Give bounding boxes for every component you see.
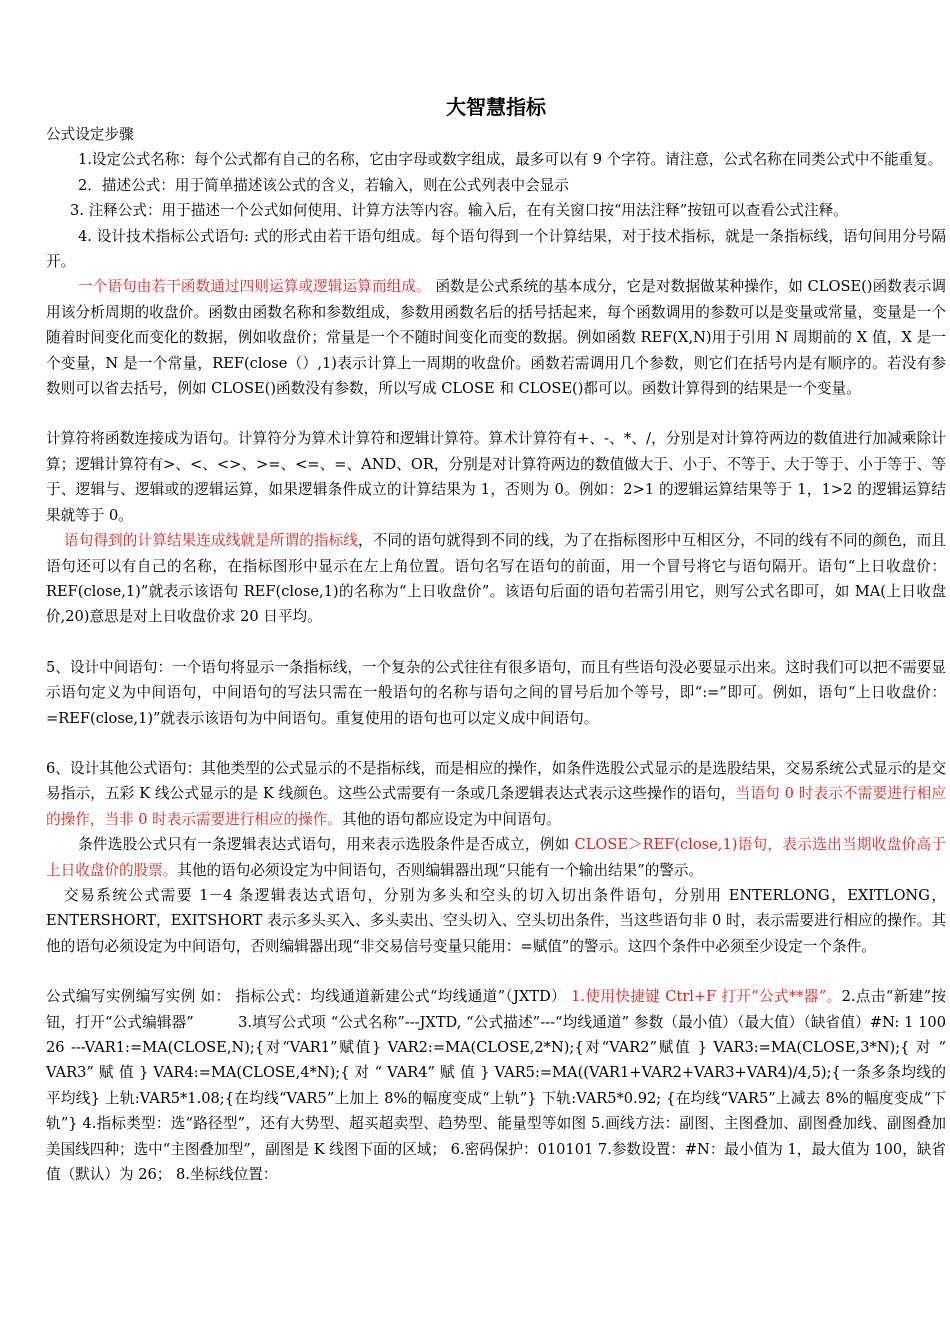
paragraph-example xyxy=(46,984,946,1187)
paragraph-gap xyxy=(46,731,946,756)
highlight-text: 当语句 0 时表示不需要进行相应的操作，当非 0 时表示需要进行相应的操作。 xyxy=(46,785,946,828)
body-text: 条件选股公式只有一条逻辑表达式语句，用来表示选股条件是否成立，例如 xyxy=(78,836,575,854)
paragraph-gap xyxy=(46,630,946,655)
body-text: 其他的语句必须设定为中间语句，否则编辑器出现“只能有一个输出结果”的警示。 xyxy=(177,861,704,879)
paragraph-stock-selection xyxy=(46,832,946,883)
highlight-text: 语句得到的计算结果连成线就是所谓的指标线 xyxy=(64,532,359,550)
document-page xyxy=(46,92,946,1187)
paragraph-step-6 xyxy=(46,756,946,832)
body-text: 函数是公式系统的基本成分，它是对数据做某种操作，如 CLOSE()函数表示调用该分析周期的收盘价。函数由函数名称和参数组成，参数用函数名后的括号括起来，每个函数调用的参数可以是变量或常量，变量是一个随着时间变化而变化的数据，例如收盘价；常量是一个不随时间变化而变的数据。例如函数 REF(X,N)用于引用 N 周期前的 X 值，X 是一个变量，N 是一个常量，REF(close（）,1)表示计算上一周期的收盘价。函数若需调用几个参数，则它们在括号内是有顺序的。若没有参数则可以省去括号，例如 CLOSE()函数没有参数，所以写成 CLOSE 和 CLOSE()都可以。函数计算得到的结果是一个变量。 xyxy=(46,278,946,398)
highlight-text: 1.使用快捷键 Ctrl+F 打开“公式**器”。 xyxy=(571,988,842,1006)
body-text: 2.点击“新建”按钮，打开“公式编辑器” 3.填写公式项 “公式名称”---JXTD, “公式描述”---“均线通道” 参数（最小值）（最大值）（缺省值）#N: 1 100 26 ---VAR1:=MA(CLOSE,N);{对“VAR1”赋值} VAR2:=MA(CLOSE,2*N);{对“VAR2”赋值 } VAR3:=MA(CLOSE,3*N);{ 对 “ VAR3” 赋 值 } VAR4:=MA(CLOSE,4*N);{ 对 “ VAR4” 赋 值 } VAR5:=MA((VAR1+VAR2+VAR3+VAR4)/4,5);{一条多条均线的平均线} 上轨:VAR5*1.08;{在均线“VAR5”上加上 8%的幅度变成“上轨”} 下轨:VAR5*0.92; {在均线“VAR5”上减去 8%的幅度变成“下轨”} 4.指标类型：选“路径型”，还有大势型、超买超卖型、趋势型、能量型等如图 5.画线方法：副图、主图叠加、副图叠加线、副图叠加美国线四种；选中“主图叠加型”，副图是 K 线图下面的区域； 6.密码保护：010101 7.参数设置：#N：最小值为 1，最大值为 100，缺省值（默认）为 26； 8.坐标线位置： xyxy=(46,988,946,1184)
paragraph-gap xyxy=(46,959,946,984)
highlight-text: CLOSE＞REF(close,1)语句，表示选出当期收盘价高于上日收盘价的股票。 xyxy=(46,836,946,879)
paragraph-indicator-lines xyxy=(46,528,946,630)
section-heading: 公式设定步骤 xyxy=(46,126,134,143)
paragraph-step-1: 1.设定公式名称：每个公式都有自己的名称，它由字母或数字组成，最多可以有 9 个字符。请注意，公式名称在同类公式中不能重复。 xyxy=(78,151,943,169)
body-text: 其他的语句都应设定为中间语句。 xyxy=(341,810,561,828)
paragraph-step-3: 3. 注释公式：用于描述一个公式如何使用、计算方法等内容。输入后，在有关窗口按“用法注释”按钮可以查看公式注释。 xyxy=(70,202,848,220)
paragraph-trading-system: 交易系统公式需要 1－4 条逻辑表达式语句，分别为多头和空头的切入切出条件语句，分别用 ENTERLONG，EXITLONG，ENTERSHORT，EXITSHORT 表示多头买入、多头卖出、空头切入、空头切出条件，当这些语句非 0 时，表示需要进行相应的操作。其他的语句必须设定为中间语句，否则编辑器出现“非交易信号变量只能用：=赋值”的警示。这四个条件中必须至少设定一个条件。 xyxy=(46,886,946,955)
paragraph-operators: 计算符将函数连接成为语句。计算符分为算术计算符和逻辑计算符。算术计算符有+、-、*、/，分别是对计算符两边的数值进行加减乘除计算；逻辑计算符有>、<、<>、>=、<=、=、AND、OR，分别是对计算符两边的数值做大于、小于、不等于、大于等于、小于等于、等于、逻辑与、逻辑或的逻辑运算，如果逻辑条件成立的计算结果为 1，否则为 0。例如：2>1 的逻辑运算结果等于 1，1>2 的逻辑运算结果就等于 0。 xyxy=(46,430,946,524)
body-text: 6、设计其他公式语句：其他类型的公式显示的不是指标线，而是相应的操作，如条件选股公式显示的是选股结果，交易系统公式显示的是交易指示，五彩 K 线公式显示的是 K 线颜色。这些公式需要有一条或几条逻辑表达式表示这些操作的语句， xyxy=(46,759,946,803)
paragraph-functions xyxy=(46,274,946,401)
body-text: ，不同的语句就得到不同的线，为了在指标图形中互相区分，不同的线有不同的颜色，而且语句还可以有自己的名称，在指标图形中显示在左上角位置。语句名写在语句的前面，用一个冒号将它与语句隔开。语句“上日收盘价：REF(close,1)”就表示该语句 REF(close,1)的名称为“上日收盘价”。该语句后面的语句若需引用它，则写公式名即可，如 MA(上日收盘价,20)意思是对上日收盘价求 20 日平均。 xyxy=(46,532,946,626)
document-title: 大智慧指标 xyxy=(446,95,546,119)
paragraph-gap xyxy=(46,401,946,426)
highlight-text: 一个语句由若干函数通过四则运算或逻辑运算而组成。 xyxy=(78,278,431,296)
paragraph-step-4: 4. 设计技术指标公式语句: 式的形式由若干语句组成。每个语句得到一个计算结果，对于技术指标，就是一条指标线，语句间用分号隔开。 xyxy=(46,227,946,271)
paragraph-step-5: 5、设计中间语句：一个语句将显示一条指标线，一个复杂的公式往往有很多语句，而且有些语句没必要显示出来。这时我们可以把不需要显示语句定义为中间语句，中间语句的写法只需在一般语句的名称与语句之间的冒号后加个等号，即“:=”即可。例如，语句“上日收盘价：=REF(close,1)”就表示该语句为中间语句。重复使用的语句也可以定义成中间语句。 xyxy=(46,658,946,727)
body-text: 公式编写实例编写实例 如： 指标公式：均线通道新建公式“均线通道”（JXTD） xyxy=(46,988,572,1006)
paragraph-step-2: 2．描述公式：用于简单描述该公式的含义，若输入，则在公式列表中会显示 xyxy=(78,176,569,194)
